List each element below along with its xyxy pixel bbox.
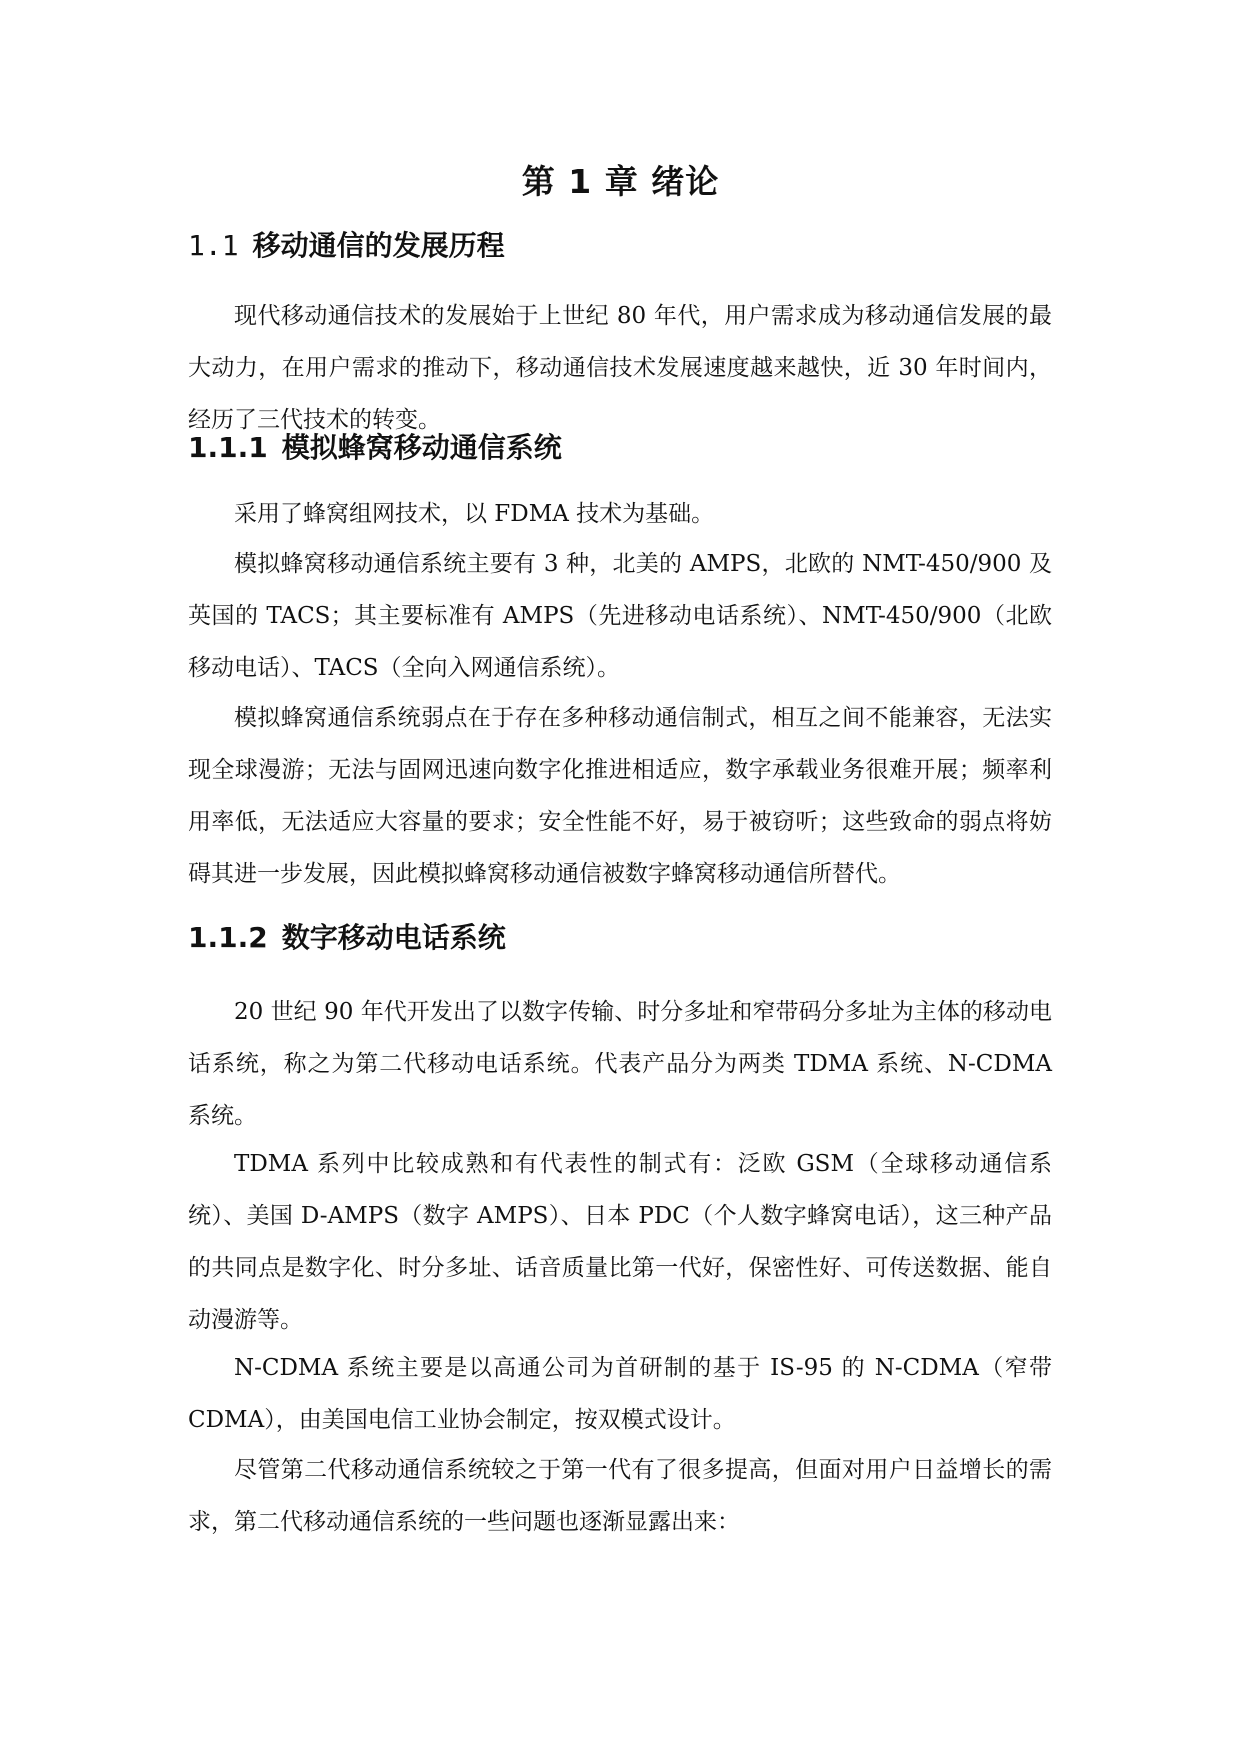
section-heading-1-1-2 — [188, 918, 506, 958]
section-number: 1.1.2 — [188, 921, 268, 954]
paragraph: 模拟蜂窝通信系统弱点在于存在多种移动通信制式，相互之间不能兼容，无法实现全球漫游；无法与固网迅速向数字化推进相适应，数字承载业务很难开展；频率利用率低，无法适应大容量的要求；安全性能不好，易于被窃听；这些致命的弱点将妨碍其进一步发展，因此模拟蜂窝移动通信被数字蜂窝移动通信所替代。 — [188, 705, 1052, 887]
chapter-title: 第 1 章 绪论 — [521, 162, 720, 201]
section-title: 模拟蜂窝移动通信系统 — [281, 431, 562, 464]
paragraph: 尽管第二代移动通信系统较之于第一代有了很多提高，但面对用户日益增长的需求，第二代移动通信系统的一些问题也逐渐显露出来： — [188, 1457, 1052, 1535]
section-title: 数字移动电话系统 — [281, 921, 506, 954]
section-heading-1-1 — [188, 226, 505, 266]
paragraph: 20 世纪 90 年代开发出了以数字传输、时分多址和窄带码分多址为主体的移动电话系统，称之为第二代移动电话系统。代表产品分为两类 TDMA 系统、N-CDMA 系统。 — [188, 999, 1052, 1129]
paragraph: 模拟蜂窝移动通信系统主要有 3 种，北美的 AMPS，北欧的 NMT-450/900 及英国的 TACS；其主要标准有 AMPS（先进移动电话系统）、NMT-450/900（北欧移动电话）、TACS（全向入网通信系统）。 — [188, 551, 1052, 681]
section-number: 1.1.1 — [188, 431, 268, 464]
paragraph: N-CDMA 系统主要是以高通公司为首研制的基于 IS-95 的 N-CDMA（窄带 CDMA），由美国电信工业协会制定，按双模式设计。 — [188, 1355, 1052, 1433]
paragraph: 现代移动通信技术的发展始于上世纪 80 年代，用户需求成为移动通信发展的最大动力，在用户需求的推动下，移动通信技术发展速度越来越快，近 30 年时间内，经历了三代技术的转变。 — [188, 303, 1052, 433]
section-heading-1-1-1 — [188, 428, 562, 468]
section-number: 1.1 — [188, 229, 239, 262]
paragraph: TDMA 系列中比较成熟和有代表性的制式有：泛欧 GSM（全球移动通信系统）、美国 D-AMPS（数字 AMPS）、日本 PDC（个人数字蜂窝电话），这三种产品的共同点是数字化、时分多址、话音质量比第一代好，保密性好、可传送数据、能自动漫游等。 — [188, 1151, 1052, 1333]
section-title: 移动通信的发展历程 — [252, 229, 505, 262]
paragraph: 采用了蜂窝组网技术，以 FDMA 技术为基础。 — [234, 501, 715, 527]
